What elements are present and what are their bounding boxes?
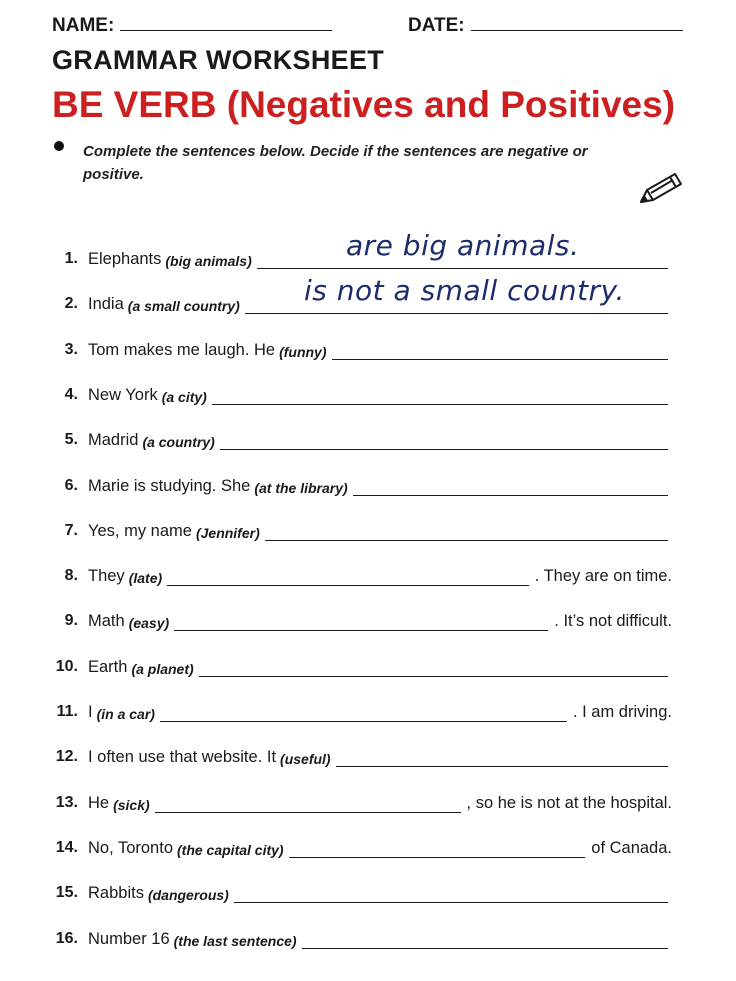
question-number: 2. — [64, 295, 78, 313]
question-hint: (funny) — [279, 343, 327, 360]
handwritten-answer: are big animals. — [346, 229, 580, 262]
question-row — [0, 786, 736, 816]
question-ending: . I am driving. — [572, 703, 672, 721]
date-field[interactable] — [471, 12, 683, 31]
question-number: 8. — [64, 567, 78, 585]
question-line — [88, 431, 672, 450]
question-row — [0, 274, 736, 317]
question-hint: (big animals) — [165, 253, 252, 269]
name-row — [52, 12, 332, 37]
question-line — [88, 884, 672, 903]
question-row — [0, 229, 736, 272]
question-text: No, Toronto — [88, 838, 173, 857]
question-line — [88, 794, 672, 813]
question-hint: (a country) — [142, 434, 215, 451]
question-number: 16. — [55, 929, 78, 947]
topic-title: BE VERB (Negatives and Positives) — [52, 84, 676, 125]
answer-blank[interactable] — [234, 884, 668, 903]
question-ending: of Canada. — [591, 838, 672, 857]
answer-blank[interactable] — [155, 794, 461, 813]
question-hint: (the last sentence) — [173, 932, 297, 949]
name-field[interactable] — [120, 12, 332, 31]
question-number: 6. — [64, 476, 78, 494]
question-text: Elephants — [88, 250, 162, 268]
question-number: 11. — [56, 703, 78, 720]
question-hint: (the capital city) — [177, 841, 284, 858]
question-row — [0, 604, 736, 634]
question-text: Earth — [88, 657, 128, 676]
question-number: 12. — [55, 748, 78, 766]
question-row — [0, 469, 736, 499]
answer-blank[interactable] — [160, 703, 567, 722]
question-text: Madrid — [88, 431, 139, 450]
instructions: Complete the sentences below. Decide if the sentences are negative or positive. — [83, 143, 588, 183]
question-text: Rabbits — [88, 884, 144, 903]
question-ending: . They are on time. — [534, 567, 672, 586]
question-number: 4. — [64, 385, 78, 403]
question-number: 15. — [55, 884, 78, 902]
question-row — [0, 423, 736, 453]
question-line — [88, 386, 672, 405]
pencil-icon — [637, 168, 689, 208]
question-text: He — [88, 793, 110, 812]
worksheet-title: GRAMMAR WORKSHEET — [52, 45, 385, 75]
question-line — [88, 522, 672, 541]
question-line — [88, 839, 672, 858]
answer-blank[interactable] — [332, 341, 668, 360]
answer-blank[interactable] — [302, 930, 668, 949]
question-line — [88, 612, 672, 631]
question-hint: (sick) — [113, 796, 150, 813]
question-number: 1. — [64, 250, 78, 267]
question-hint: (easy) — [128, 615, 170, 632]
question-line — [88, 658, 672, 677]
question-number: 10. — [55, 657, 78, 675]
question-hint: (a planet) — [131, 660, 194, 677]
question-line — [88, 567, 672, 586]
question-row — [0, 514, 736, 544]
date-row — [408, 12, 683, 37]
question-row — [0, 922, 736, 952]
answer-blank[interactable] — [167, 567, 529, 586]
question-row — [0, 740, 736, 770]
question-text: Number 16 — [88, 929, 170, 948]
question-hint: (late) — [128, 570, 163, 587]
question-number: 13. — [55, 793, 78, 811]
question-line — [88, 341, 672, 360]
question-number: 5. — [64, 431, 78, 449]
answer-blank[interactable] — [336, 748, 668, 767]
answer-blank[interactable] — [212, 386, 668, 405]
question-line — [88, 930, 672, 949]
question-ending: . It’s not difficult. — [554, 612, 672, 631]
question-number: 14. — [55, 838, 78, 856]
question-hint: (dangerous) — [147, 887, 229, 904]
question-hint: (at the library) — [254, 479, 348, 496]
question-row — [0, 650, 736, 680]
question-number: 7. — [64, 521, 78, 539]
handwritten-answer: is not a small country. — [304, 274, 625, 308]
question-hint: (useful) — [280, 751, 331, 768]
question-row — [0, 876, 736, 906]
question-line — [88, 703, 672, 722]
question-text: Marie is studying. She — [88, 476, 251, 495]
date-label: DATE: — [408, 15, 465, 36]
bullet-icon — [54, 141, 64, 151]
question-text: I — [88, 703, 93, 721]
question-row — [0, 695, 736, 725]
question-row — [0, 333, 736, 363]
question-text: Yes, my name — [88, 521, 192, 540]
question-row — [0, 831, 736, 861]
answer-blank[interactable] — [289, 839, 586, 858]
question-number: 9. — [64, 612, 78, 630]
question-text: India — [88, 295, 124, 314]
question-row — [0, 378, 736, 408]
question-hint: (a city) — [161, 388, 207, 405]
answer-blank[interactable] — [220, 431, 668, 450]
question-line — [88, 477, 672, 496]
question-row — [0, 559, 736, 589]
question-line — [88, 748, 672, 767]
question-text: They — [88, 567, 125, 586]
question-text: Tom makes me laugh. He — [88, 340, 276, 359]
question-ending: , so he is not at the hospital. — [466, 793, 672, 812]
answer-blank[interactable] — [265, 522, 668, 541]
question-text: New York — [88, 385, 158, 404]
name-label: NAME: — [52, 15, 115, 36]
question-text: I often use that website. It — [88, 748, 277, 767]
answer-blank[interactable] — [353, 477, 668, 496]
question-hint: (Jennifer) — [195, 524, 260, 541]
question-hint: (a small country) — [127, 298, 240, 315]
answer-blank[interactable] — [174, 612, 548, 631]
question-number: 3. — [64, 340, 78, 358]
question-text: Math — [88, 612, 125, 631]
question-hint: (in a car) — [96, 706, 155, 722]
answer-blank[interactable] — [199, 658, 668, 677]
